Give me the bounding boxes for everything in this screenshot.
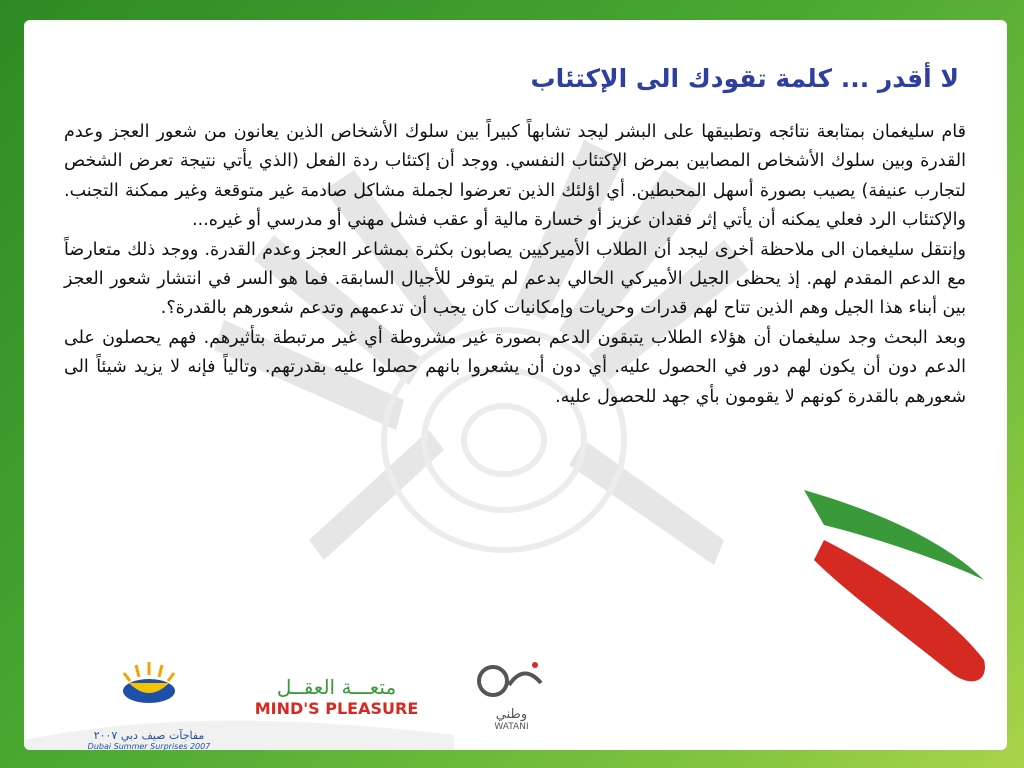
paragraph-3: وبعد البحث وجد سليغمان أن هؤلاء الطلاب يتبقون الدعم بصورة غير مشروطة أي غير مرتبطة بتأثيرهم. فهم يحصلون على الدعم دون أن يكون لهم دور في الحصول عليه. أي دون أن يشعروا بانهم حصلوا عليه بقدرتهم. وتالياً فإنه لا يزيد شيئاً الى شعورهم بالقدرة كونهم لا يقومون بأي جهد للحصول عليه. — [64, 327, 966, 407]
red-swoosh-icon — [804, 490, 985, 681]
dubai-summer-surprises-logo — [84, 655, 214, 750]
watani-logo — [469, 655, 554, 732]
mp-arabic-caption: متعـــة العقــل — [276, 675, 397, 699]
watani-english-caption: WATANI — [494, 722, 529, 732]
sun-logo-icon — [84, 655, 214, 725]
watani-arabic-caption: وطني — [495, 707, 528, 722]
dss-arabic-caption: مفاجآت صيف دبي ٢٠٠٧ — [93, 729, 205, 742]
paragraph-1: قام سليغمان بمتابعة نتائجه وتطبيقها على البشر ليجد تشابهاً كبيراً بين سلوك الأشخاص الذين يعانون من شعور العجز وعدم القدرة وبين سلوك الأشخاص المصابين بمرض الإكتئاب النفسي. ووجد أن إكتئاب ردة الفعل (الذي يأتي نتيجة تعرض الشخص لتجارب عنيفة) يصيب بصورة أسهل المحبطين. أي اؤلئك الذين تعرضوا لجملة مشاكل صادمة غير متوقعة وغير ممكنة التجنب. والإكتئاب الرد فعلي يمكنه أن يأتي إثر فقدان عزيز أو خسارة مالية أو عقب فشل مهني أو مدرسي أو غيره... — [64, 122, 966, 231]
minds-pleasure-logo — [234, 675, 439, 718]
slide-canvas — [24, 20, 1007, 750]
slide-body — [64, 118, 966, 412]
paragraph-2: وإنتقل سليغمان الى ملاحظة أخرى ليجد أن الطلاب الأميركيين يصابون بكثرة بمشاعر العجز وعدم القدرة. ووجد ذلك متعارضاً مع الدعم المقدم لهم. إذ يحظى الجيل الأميركي الحالي بدعم لم يتوفر للأجيال السابقة. فما هو السر في انتشار شعور العجز بين أبناء هذا الجيل وهم الذين تتاح لهم قدرات وحريات وإمكانيات كان يجب أن تدعمهم وتدعم شعورهم بالقدرة؟. — [64, 239, 966, 319]
dss-english-caption: Dubai Summer Surprises 2007 — [87, 742, 211, 750]
mp-english-caption: MIND'S PLEASURE — [254, 699, 419, 718]
slide-title: لا أقدر ... كلمة تقودك الى الإكتئاب — [530, 64, 959, 93]
watani-mark-icon — [469, 655, 554, 703]
